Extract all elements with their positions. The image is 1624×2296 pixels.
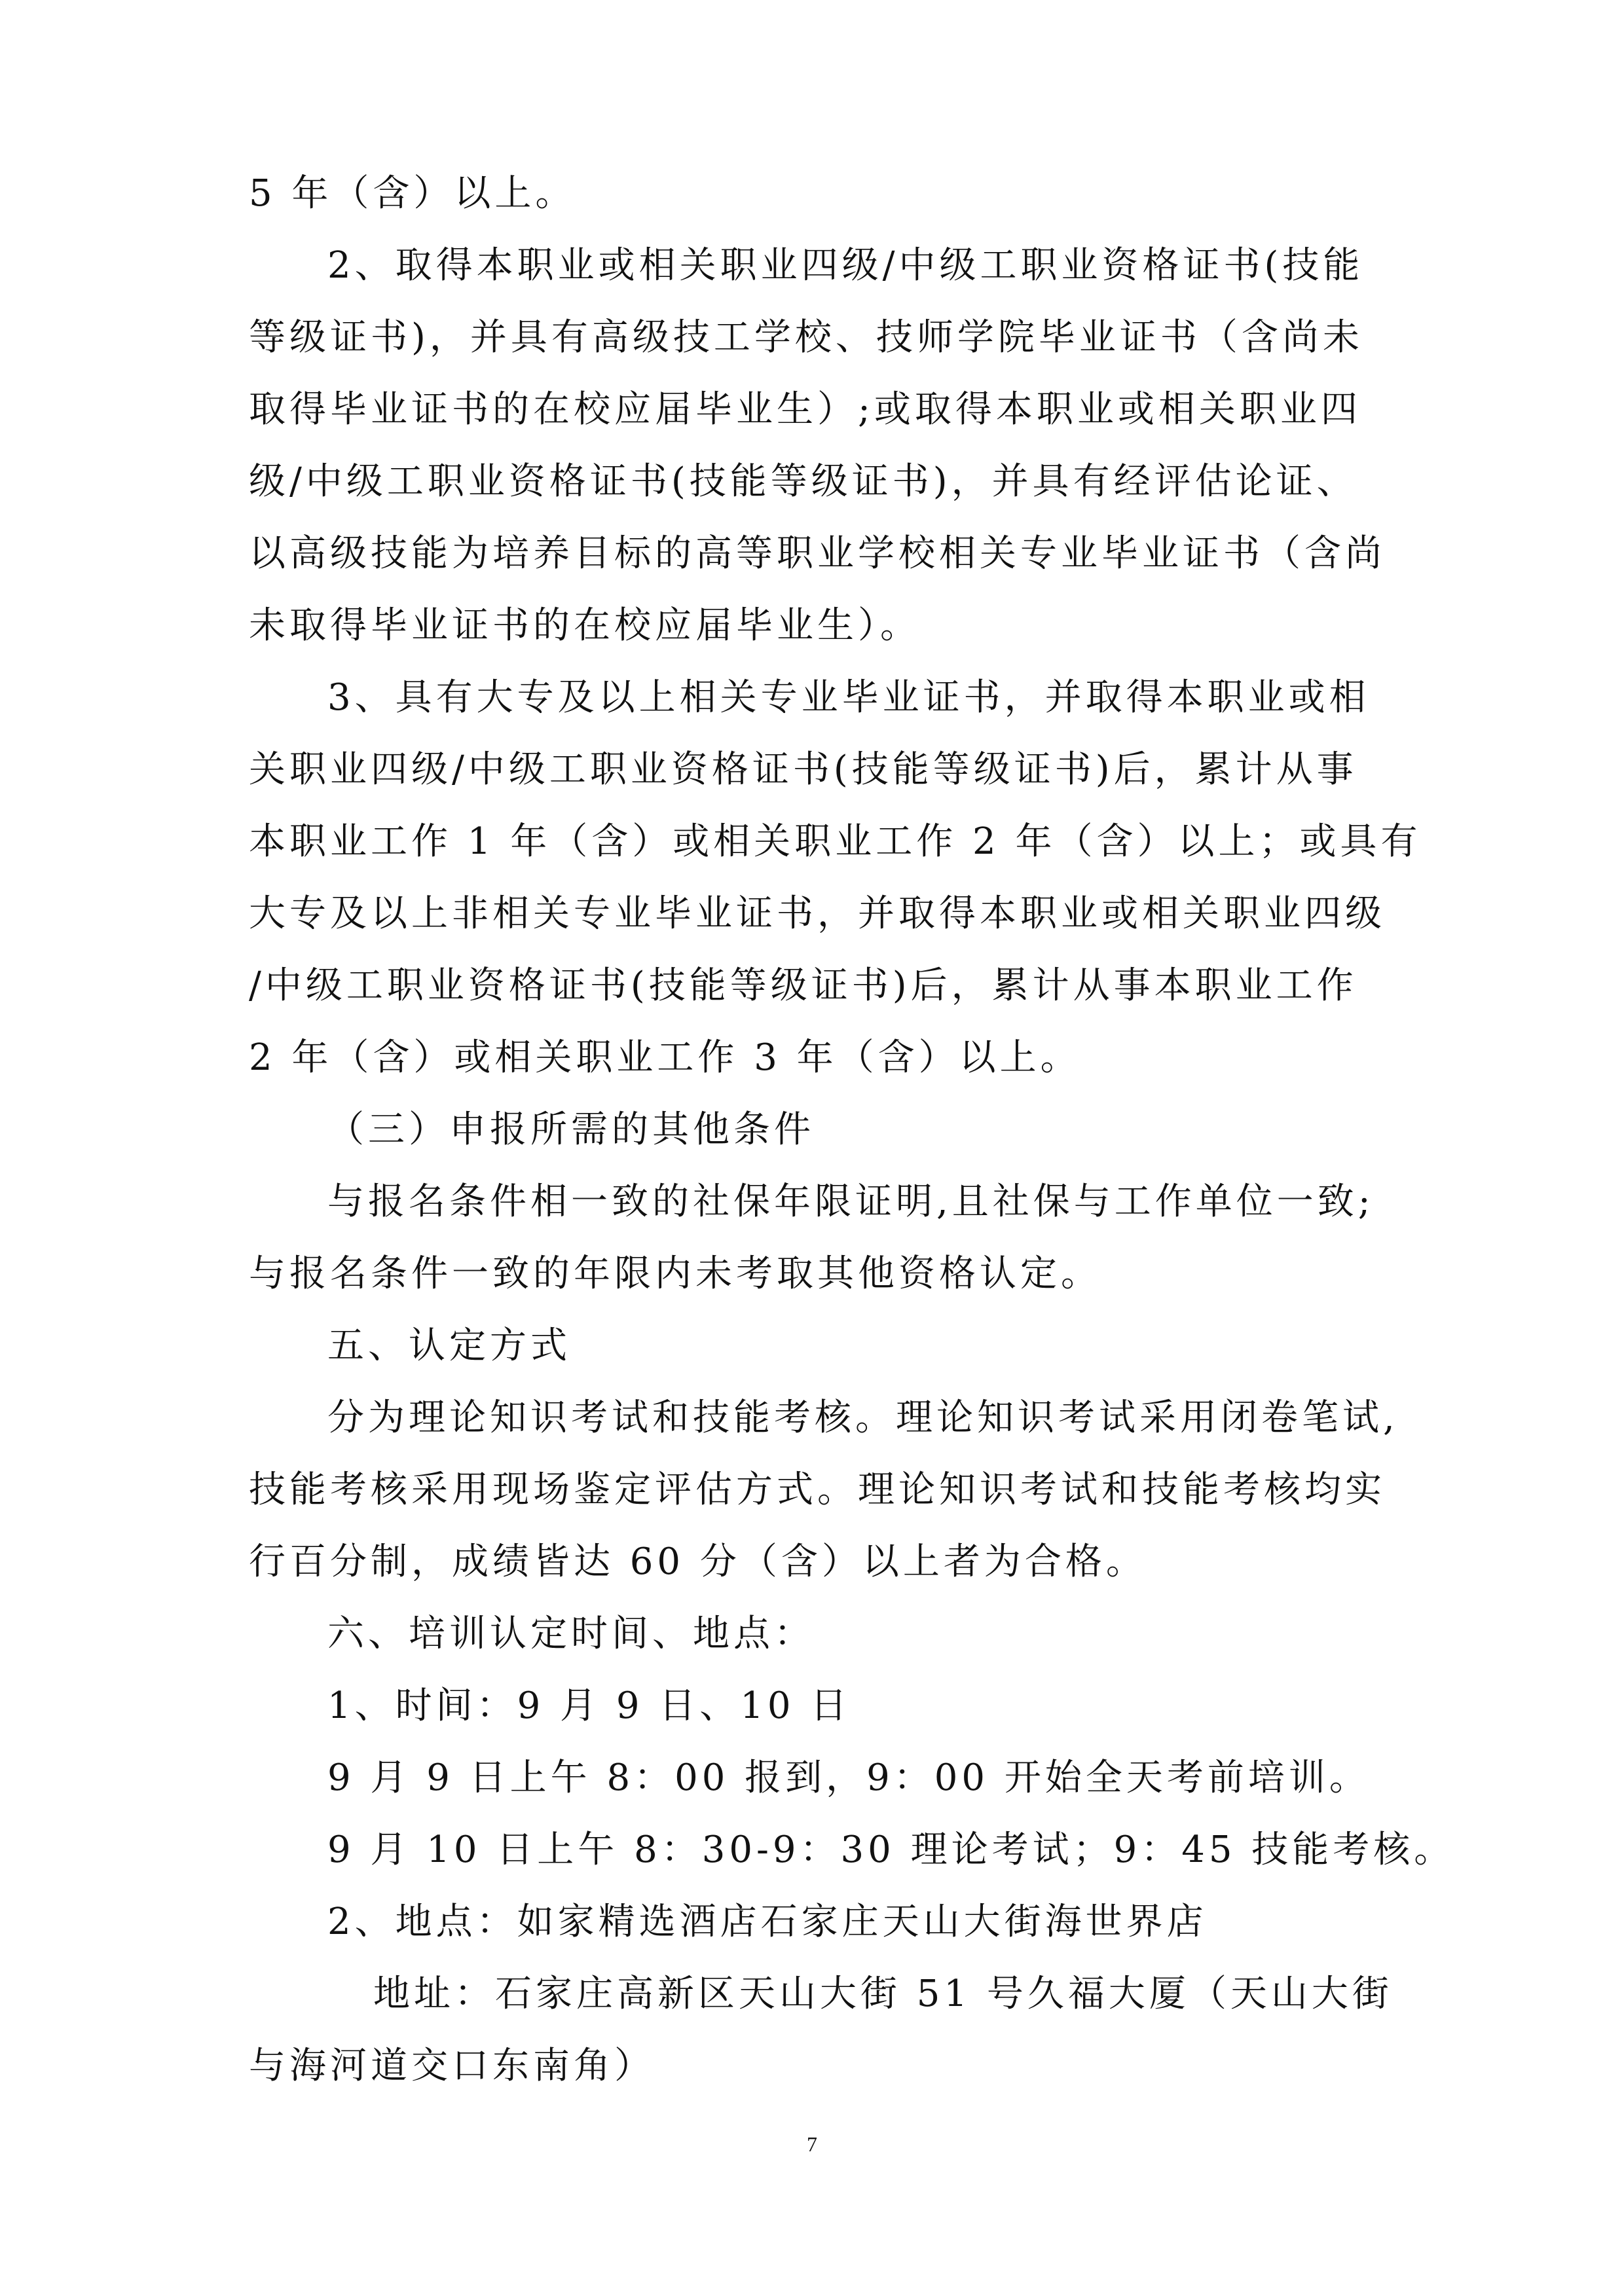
section-heading-other-conditions: （三）申报所需的其他条件 xyxy=(327,1108,815,1151)
page-number: 7 xyxy=(807,2132,817,2156)
text-line-4: 取得毕业证书的在校应届毕业生）;或取得本职业或相关职业四 xyxy=(249,388,1361,431)
text-line-1: 5 年（含）以上。 xyxy=(249,172,576,215)
text-line-10: 本职业工作 1 年（含）或相关职业工作 2 年（含）以上；或具有 xyxy=(249,820,1422,863)
text-line-5: 级/中级工职业资格证书(技能等级证书)，并具有经评估论证、 xyxy=(249,460,1357,503)
text-line-15: 与报名条件相一致的社保年限证明,且社保与工作单位一致; xyxy=(327,1180,1375,1223)
text-line-8: 3、具有大专及以上相关专业毕业证书，并取得本职业或相 xyxy=(327,676,1370,719)
text-line-12: /中级工职业资格证书(技能等级证书)后，累计从事本职业工作 xyxy=(249,964,1357,1007)
text-line-22: 1、时间：9 月 9 日、10 日 xyxy=(327,1685,851,1727)
section-heading-assessment-method: 五、认定方式 xyxy=(327,1324,571,1367)
text-line-3: 等级证书)，并具有高级技工学校、技师学院毕业证书（含尚未 xyxy=(249,316,1363,359)
text-line-25: 2、地点：如家精选酒店石家庄天山大街海世界店 xyxy=(327,1901,1208,1943)
text-line-2: 2、取得本职业或相关职业四级/中级工职业资格证书(技能 xyxy=(327,244,1364,287)
text-line-26: 地址：石家庄高新区天山大街 51 号久福大厦（天山大街 xyxy=(373,1973,1393,2015)
text-line-16: 与报名条件一致的年限内未考取其他资格认定。 xyxy=(249,1252,1101,1295)
text-line-23: 9 月 9 日上午 8：00 报到，9：00 开始全天考前培训。 xyxy=(327,1757,1370,1799)
section-heading-time-location: 六、培训认定时间、地点： xyxy=(327,1613,815,1655)
text-line-27: 与海河道交口东南角） xyxy=(249,2045,655,2087)
text-line-7: 未取得毕业证书的在校应届毕业生）。 xyxy=(249,604,921,647)
text-line-20: 行百分制，成绩皆达 60 分（含）以上者为合格。 xyxy=(249,1540,1147,1583)
text-line-18: 分为理论知识考试和技能考核。理论知识考试采用闭卷笔试, xyxy=(327,1396,1399,1439)
text-line-11: 大专及以上非相关专业毕业证书，并取得本职业或相关职业四级 xyxy=(249,892,1386,935)
text-line-19: 技能考核采用现场鉴定评估方式。理论知识考试和技能考核均实 xyxy=(249,1468,1386,1511)
text-line-6: 以高级技能为培养目标的高等职业学校相关专业毕业证书（含尚 xyxy=(249,532,1386,575)
text-line-24: 9 月 10 日上午 8：30-9：30 理论考试；9：45 技能考核。 xyxy=(327,1829,1455,1871)
text-line-9: 关职业四级/中级工职业资格证书(技能等级证书)后，累计从事 xyxy=(249,748,1357,791)
text-line-13: 2 年（含）或相关职业工作 3 年（含）以上。 xyxy=(249,1036,1081,1079)
